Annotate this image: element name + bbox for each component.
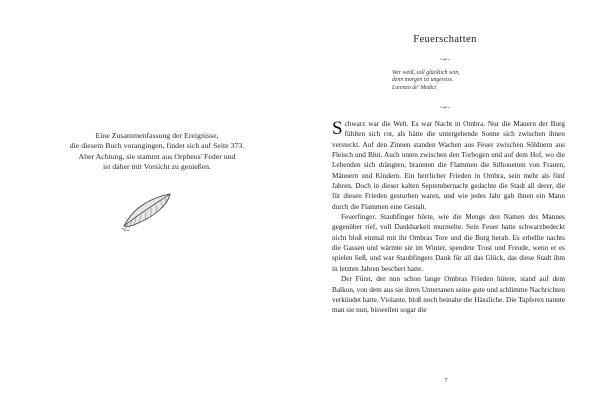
summary-note [52, 131, 262, 173]
right-page [300, 0, 600, 420]
feather-illustration [118, 186, 178, 234]
paragraph-text: chwarz war die Welt. Es war Nacht in Ombra. Nur die Mauern der Burg fühlten sich rot, als hätte die untergehende Sonne sich zwischen ihnen versteckt. Auf den Zinnen standen Wachen aus Feuer zwischen Söldnern aus Fleisch und Blut. Auch unten zwischen den Torbogen und auf dem Hof, wo die Lebenden sich drängten, brannten die Flammen die Silhouetten von Frauen, Männern und Kindern. Ein herrlicher Frieden in Ombra, sein mehr als fünf Jahren. Doch in dieser kalten Septembernacht gedachte die Stadt all derer, die für diesen Frieden gestorben waren, und wie jedes Jahr gab ihnen ein Mann durch die Flammen eine Gestalt. [332, 120, 565, 211]
epigraph-line: Wer weiß, soll glücklich sein, [392, 70, 460, 76]
epigraph-line: denn morgen ist ungewiss. [392, 77, 454, 84]
summary-line: Aber Achtung, sie stammt aus Orpheus' Feder und [78, 151, 236, 161]
ornament-icon: ~•~ [439, 104, 451, 112]
drop-cap: S [332, 118, 343, 139]
ornament-icon: ~•~ [439, 56, 451, 64]
page-number: 7 [444, 377, 448, 384]
chapter-title: Feuerschatten [413, 34, 477, 45]
summary-line: ist daher mit Vorsicht zu genießen. [103, 162, 211, 172]
chapter-body [332, 119, 565, 316]
summary-line: Eine Zusammenfassung der Ereignisse, [95, 131, 219, 140]
epigraph-attribution: Lorenzo de' Medici [392, 84, 437, 91]
paragraph: Feuerfinger. Staubfinger hörte, wie die Menge den Namen des Mannes gegenüber rief, voll Dankbarkeit murmelte. Sein Feuer hatte schwarzbedeckt nicht bloß einmal mit ihr Ombras Tore und die Burg herab. Es erhellte nachts die Gassen und wärmte sie im Winter, spendete Trost und Freude, wenn er es spielen ließ, und war Staubfingers Dank für all das Glück, das diese Stadt ihm in letzten Jahren beschert hatte. [332, 213, 565, 273]
epigraph [392, 70, 512, 92]
paragraph [332, 119, 565, 212]
paragraph: Der Fürst, der nun schon lange Ombras Frieden hütete, stand auf dem Balkon, von dem aus sie ihren Untertanen seine gute und schlimme Nachrichten verkündet hatte. Violante, bloß noch beinahe die Hässliche. Die Tapferen nannte man sie nun, bisweilen sogar die [332, 275, 565, 315]
summary-line: die diesem Buch vorangingen, findet sich auf Seite 373. [69, 141, 245, 151]
